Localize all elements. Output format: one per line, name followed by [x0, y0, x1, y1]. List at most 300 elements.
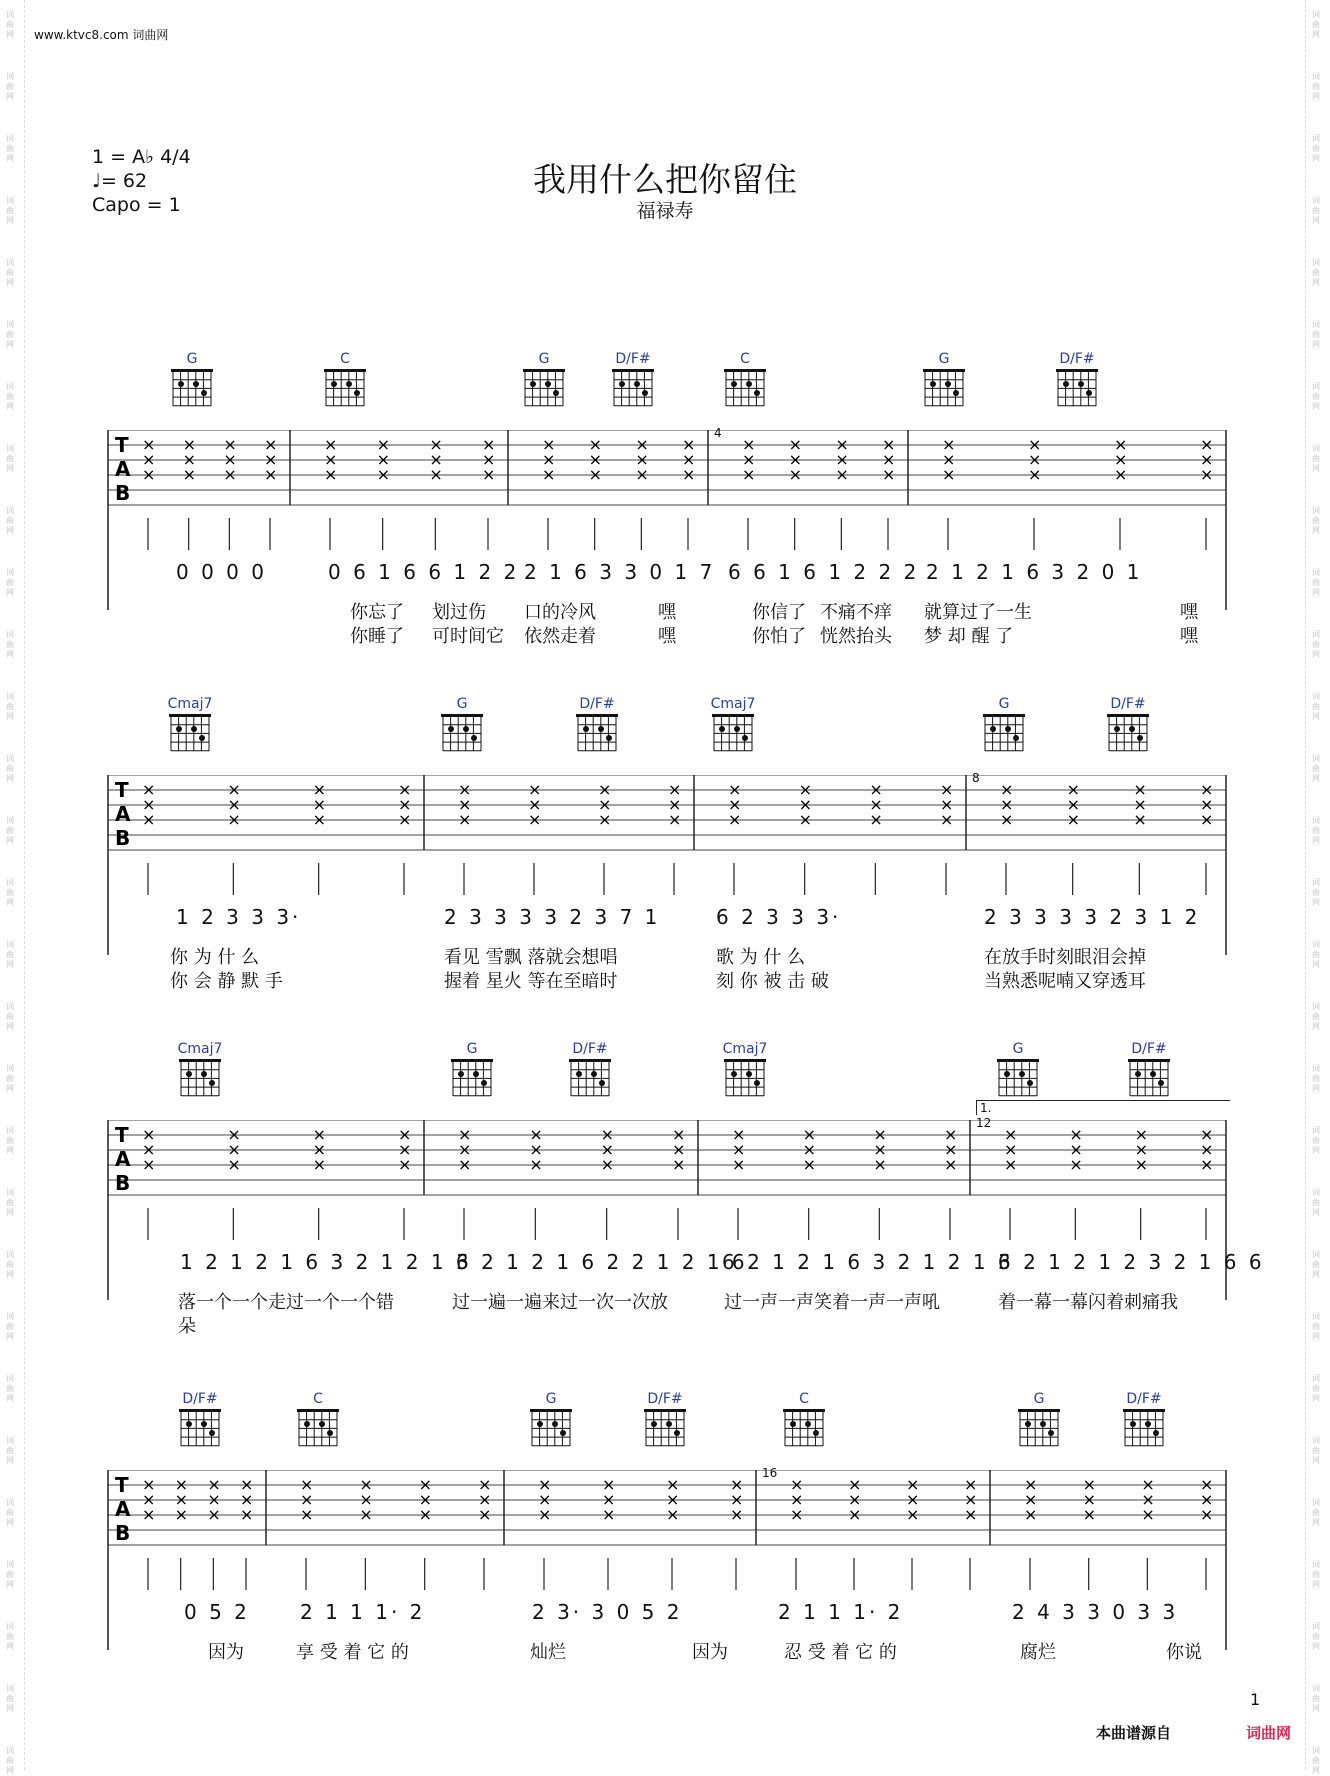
svg-text:×: × [142, 1475, 156, 1494]
chord-diagram [995, 1040, 1041, 1101]
svg-text:×: × [182, 435, 197, 454]
svg-text:×: × [944, 1140, 958, 1159]
chord-name: D/F# [647, 1391, 683, 1407]
chord-name: D/F# [615, 351, 651, 367]
jianpu-measure: 3 2 1 2 1 2 3 2 1 6 6 [998, 1250, 1265, 1274]
jianpu-measure: 0 0 0 0 [176, 560, 267, 584]
svg-text:×: × [802, 1155, 817, 1174]
edge-watermark-text: 词曲网 [6, 1560, 14, 1589]
volta-bracket: 1. [976, 1100, 1230, 1115]
svg-text:×: × [790, 1505, 804, 1524]
svg-text:×: × [873, 1155, 887, 1174]
svg-text:×: × [240, 1490, 254, 1509]
svg-text:×: × [600, 1140, 615, 1159]
svg-text:×: × [790, 1490, 804, 1509]
jianpu-measure: 0 6 1 6 6 1 2 2 [328, 560, 520, 584]
jianpu-measure: 2 3· 3 0 5 2 [532, 1600, 683, 1624]
svg-text:×: × [324, 435, 338, 454]
svg-text:×: × [906, 1475, 920, 1494]
svg-text:×: × [142, 435, 156, 454]
svg-text:×: × [376, 435, 391, 454]
lyric-line-2: 当熟悉呢喃又穿透耳 [984, 971, 1146, 992]
site-url[interactable]: www.ktvc8.com 词曲网 [34, 28, 169, 42]
svg-text:×: × [682, 450, 696, 469]
svg-text:×: × [478, 1505, 492, 1524]
svg-text:×: × [1200, 465, 1214, 484]
svg-text:×: × [264, 435, 278, 454]
jianpu-measure: 2 1 1 1· 2 [778, 1600, 904, 1624]
song-title: 我用什么把你留住 [533, 160, 797, 199]
chord-name: Cmaj7 [722, 1041, 768, 1057]
chord-grid [171, 369, 213, 407]
svg-text:×: × [728, 795, 742, 814]
svg-text:×: × [398, 780, 412, 799]
lyric-line-1: 因为 [208, 1642, 244, 1663]
svg-text:×: × [1000, 810, 1014, 829]
svg-text:×: × [398, 1140, 412, 1159]
svg-text:×: × [598, 795, 612, 814]
edge-watermark-text: 词曲网 [1312, 1312, 1320, 1341]
lyric-line-1: 就算过了一生 [924, 602, 1032, 623]
lyric-line-1: 口的冷风 [524, 602, 596, 623]
chord-diagram [528, 1390, 574, 1451]
svg-text:×: × [835, 450, 849, 469]
svg-text:×: × [418, 1505, 433, 1524]
svg-text:×: × [376, 450, 391, 469]
svg-text:×: × [848, 1505, 862, 1524]
edge-watermark-text: 词曲网 [6, 320, 14, 349]
svg-text:×: × [742, 465, 756, 484]
jianpu-measure: 2 3 3 3 3 2 3 1 2 [984, 905, 1201, 929]
edge-watermark-text: 词曲网 [1312, 1374, 1320, 1403]
edge-watermark-text: 词曲网 [6, 1250, 14, 1279]
svg-text:×: × [264, 465, 278, 484]
edge-watermark-text: 词曲网 [6, 1002, 14, 1031]
chord-grid [644, 1409, 686, 1447]
lyric-line-1: 灿烂 [530, 1642, 566, 1663]
svg-text:×: × [398, 1125, 412, 1144]
svg-text:×: × [882, 465, 896, 484]
chord-grid [923, 369, 965, 407]
chord-grid [530, 1409, 572, 1447]
svg-text:×: × [1200, 795, 1214, 814]
svg-text:×: × [1082, 1490, 1097, 1509]
svg-text:×: × [1141, 1475, 1155, 1494]
lyric-line-1: 嘿 [658, 602, 676, 623]
svg-text:×: × [542, 435, 556, 454]
edge-watermark-text: 词曲网 [6, 1126, 14, 1155]
chord-name: D/F# [1126, 1391, 1162, 1407]
chord-name: G [938, 351, 950, 367]
svg-text:×: × [600, 1155, 615, 1174]
svg-text:×: × [942, 435, 956, 454]
chord-name: Cmaj7 [167, 696, 213, 712]
svg-text:T: T [115, 433, 129, 457]
svg-text:×: × [882, 435, 896, 454]
svg-text:×: × [672, 1125, 686, 1144]
svg-text:×: × [1114, 450, 1128, 469]
edge-watermark-text: 词曲网 [1312, 1064, 1320, 1093]
svg-text:×: × [312, 1155, 327, 1174]
edge-watermark-text: 词曲网 [6, 1312, 14, 1341]
lyric-line-2: 嘿 [1180, 626, 1198, 647]
svg-text:×: × [873, 1125, 887, 1144]
svg-text:×: × [529, 1140, 543, 1159]
svg-text:×: × [207, 1505, 221, 1524]
jianpu-measure: 2 1 6 3 3 0 1 7 [524, 560, 716, 584]
chord-diagram [1016, 1390, 1062, 1451]
svg-text:×: × [1200, 1490, 1214, 1509]
svg-text:×: × [1000, 795, 1014, 814]
edge-watermark-text: 词曲网 [1312, 754, 1320, 783]
edge-watermark-text: 词曲网 [6, 258, 14, 287]
chord-diagram [722, 1040, 768, 1101]
chord-diagram [781, 1390, 827, 1451]
svg-text:×: × [944, 1125, 958, 1144]
svg-text:×: × [1200, 1140, 1214, 1159]
lyric-line-1: 享 受 着 它 的 [296, 1642, 409, 1663]
svg-text:×: × [1134, 1140, 1149, 1159]
lyric-line-1: 你 为 什 么 [170, 947, 260, 968]
chord-diagram [710, 695, 756, 756]
lyric-line-1: 忍 受 着 它 的 [784, 1642, 897, 1663]
svg-text:×: × [398, 810, 412, 829]
svg-text:×: × [598, 810, 612, 829]
svg-text:×: × [227, 780, 241, 799]
svg-text:×: × [940, 810, 954, 829]
svg-text:×: × [458, 810, 472, 829]
svg-text:B: B [115, 1171, 131, 1195]
lyric-line-2: 嘿 [658, 626, 676, 647]
svg-text:B: B [115, 481, 131, 505]
chord-name: D/F# [1131, 1041, 1167, 1057]
svg-text:×: × [458, 795, 472, 814]
svg-text:×: × [1200, 1125, 1214, 1144]
svg-text:×: × [174, 1475, 189, 1494]
lyric-line-2: 恍然抬头 [820, 626, 892, 647]
svg-text:×: × [1028, 435, 1042, 454]
lyric-line-1: 划过伤 [432, 602, 486, 623]
jianpu-measure: 2 4 3 3 0 3 3 [1012, 1600, 1179, 1624]
svg-text:B: B [115, 1521, 131, 1545]
edge-watermark-text: 词曲网 [6, 1684, 14, 1713]
svg-text:×: × [223, 435, 237, 454]
svg-text:×: × [207, 1475, 221, 1494]
chord-grid [179, 1059, 221, 1097]
edge-watermark-text: 词曲网 [6, 692, 14, 721]
svg-text:×: × [1200, 1505, 1214, 1524]
svg-text:×: × [312, 1140, 327, 1159]
edge-watermark-text: 词曲网 [6, 1188, 14, 1217]
svg-text:×: × [1134, 1155, 1149, 1174]
svg-text:×: × [588, 435, 603, 454]
svg-text:×: × [666, 1505, 680, 1524]
svg-text:×: × [1200, 435, 1214, 454]
svg-text:×: × [1069, 1140, 1083, 1159]
chord-grid [724, 1059, 766, 1097]
jianpu-measure: 6 6 1 6 1 2 2 2 [728, 560, 920, 584]
svg-text:×: × [1082, 1505, 1097, 1524]
svg-text:×: × [1004, 1155, 1018, 1174]
measure-number: 12 [976, 1116, 992, 1130]
edge-watermark-text: 词曲网 [1312, 1622, 1320, 1651]
svg-text:×: × [538, 1490, 552, 1509]
edge-watermark-text: 词曲网 [1312, 568, 1320, 597]
svg-text:×: × [376, 465, 391, 484]
edge-watermark-text: 词曲网 [1312, 692, 1320, 721]
chord-name: G [186, 351, 198, 367]
chord-diagram [439, 695, 485, 756]
chord-name: D/F# [579, 696, 615, 712]
svg-text:×: × [1200, 450, 1214, 469]
edge-watermark-text: 词曲网 [6, 754, 14, 783]
edge-watermark-text: 词曲网 [6, 1622, 14, 1651]
svg-text:×: × [635, 465, 649, 484]
lyric-line-1: 着一幕一幕闪着刺痛我 [998, 1292, 1178, 1313]
chord-grid [997, 1059, 1039, 1097]
svg-text:×: × [1200, 780, 1214, 799]
svg-text:×: × [528, 780, 542, 799]
svg-text:×: × [635, 435, 649, 454]
edge-watermark-text: 词曲网 [6, 1374, 14, 1403]
chord-diagram [177, 1040, 223, 1101]
lyric-line-1: 过一遍一遍来过一次一次放 [452, 1292, 668, 1313]
svg-text:×: × [1024, 1490, 1038, 1509]
svg-text:×: × [458, 1125, 472, 1144]
chord-name: G [1012, 1041, 1024, 1057]
svg-text:×: × [1024, 1505, 1038, 1524]
svg-text:×: × [482, 450, 496, 469]
svg-text:×: × [869, 795, 883, 814]
svg-text:×: × [730, 1490, 744, 1509]
svg-text:×: × [528, 810, 542, 829]
song-author: 福禄寿 [636, 200, 694, 222]
measure-number: 8 [972, 771, 980, 785]
svg-text:×: × [312, 810, 327, 829]
jianpu-measure: 3 2 1 2 1 6 2 2 1 2 1 6 [456, 1250, 748, 1274]
svg-text:×: × [482, 435, 496, 454]
edge-watermark-text: 词曲网 [6, 10, 14, 39]
svg-text:×: × [312, 780, 327, 799]
svg-text:×: × [482, 465, 496, 484]
svg-text:×: × [728, 810, 742, 829]
svg-text:×: × [728, 780, 742, 799]
lyric-line-2: 朵 [178, 1316, 196, 1337]
svg-text:×: × [142, 810, 156, 829]
capo: Capo = 1 [92, 194, 181, 216]
jianpu-measure: 6 2 1 2 1 6 3 2 1 2 1 6 [722, 1250, 1014, 1274]
svg-text:×: × [223, 465, 237, 484]
svg-text:×: × [602, 1505, 616, 1524]
edge-watermark-text: 词曲网 [6, 816, 14, 845]
svg-text:×: × [848, 1490, 862, 1509]
chord-diagram [449, 1040, 495, 1101]
footer-brand[interactable]: 词曲网 [1246, 1724, 1292, 1742]
svg-text:×: × [1024, 1475, 1038, 1494]
svg-text:×: × [174, 1505, 189, 1524]
svg-text:×: × [174, 1490, 189, 1509]
chord-name: C [313, 1391, 323, 1407]
svg-text:×: × [798, 795, 813, 814]
svg-text:×: × [312, 795, 327, 814]
edge-watermark-text: 词曲网 [6, 506, 14, 535]
svg-text:×: × [429, 450, 443, 469]
svg-text:×: × [418, 1475, 433, 1494]
svg-text:×: × [142, 795, 156, 814]
chord-name: D/F# [1110, 696, 1146, 712]
chord-diagram [167, 695, 213, 756]
chord-diagram [322, 350, 368, 411]
edge-watermark-text: 词曲网 [1312, 816, 1320, 845]
chord-name: G [545, 1391, 557, 1407]
svg-text:×: × [359, 1475, 373, 1494]
svg-text:×: × [478, 1490, 492, 1509]
measure-number: 16 [762, 1466, 778, 1480]
svg-text:×: × [666, 1475, 680, 1494]
svg-text:×: × [142, 450, 156, 469]
chord-diagram [642, 1390, 688, 1451]
svg-text:×: × [142, 1490, 156, 1509]
svg-text:×: × [668, 810, 682, 829]
jianpu-measure: 1 2 1 2 1 6 3 2 1 2 1 6 [180, 1250, 472, 1274]
svg-text:×: × [788, 450, 803, 469]
svg-text:×: × [1133, 780, 1147, 799]
edge-watermark-text: 词曲网 [6, 72, 14, 101]
chord-grid [297, 1409, 339, 1447]
svg-text:×: × [324, 465, 338, 484]
svg-text:×: × [802, 1125, 817, 1144]
chord-name: Cmaj7 [177, 1041, 223, 1057]
svg-text:×: × [1200, 1475, 1214, 1494]
chord-diagram [1105, 695, 1151, 756]
chord-grid [179, 1409, 221, 1447]
lyric-line-1: 因为 [692, 1642, 728, 1663]
svg-text:×: × [668, 780, 682, 799]
lyric-line-2: 依然走着 [524, 626, 596, 647]
tab-staff [0, 1470, 1330, 1670]
svg-text:×: × [906, 1490, 920, 1509]
chord-name: C [799, 1391, 809, 1407]
svg-text:×: × [458, 1155, 472, 1174]
tempo: ♩= 62 [92, 170, 148, 192]
svg-text:×: × [598, 780, 612, 799]
svg-text:×: × [207, 1490, 221, 1509]
edge-watermark-text: 词曲网 [6, 940, 14, 969]
edge-watermark-text: 词曲网 [1312, 1746, 1320, 1775]
svg-text:×: × [538, 1505, 552, 1524]
svg-text:A: A [115, 1497, 131, 1521]
chord-diagram [521, 350, 567, 411]
svg-text:×: × [682, 465, 696, 484]
svg-text:×: × [418, 1490, 433, 1509]
lyric-line-1: 歌 为 什 么 [716, 947, 806, 968]
svg-text:×: × [672, 1155, 686, 1174]
edge-watermark-text: 词曲网 [1312, 1560, 1320, 1589]
edge-watermark-text: 词曲网 [6, 196, 14, 225]
svg-text:×: × [835, 435, 849, 454]
lyric-line-1: 在放手时刻眼泪会掉 [984, 947, 1146, 968]
edge-watermark-text: 词曲网 [1312, 506, 1320, 535]
svg-text:×: × [398, 795, 412, 814]
lyric-line-2: 你 会 静 默 手 [170, 971, 283, 992]
svg-text:×: × [359, 1490, 373, 1509]
chord-diagram [1054, 350, 1100, 411]
lyric-line-1: 腐烂 [1020, 1642, 1056, 1663]
svg-text:×: × [1114, 435, 1128, 454]
lyric-line-2: 刻 你 被 击 破 [716, 971, 829, 992]
svg-text:×: × [398, 1155, 412, 1174]
svg-text:×: × [142, 1140, 156, 1159]
lyric-line-1: 你说 [1166, 1642, 1202, 1663]
edge-watermark-text: 词曲网 [1312, 1684, 1320, 1713]
svg-text:A: A [115, 1147, 131, 1171]
lyric-line-2: 可时间它 [432, 626, 504, 647]
svg-text:×: × [732, 1125, 746, 1144]
measure-number: 4 [714, 426, 722, 440]
chord-diagram [981, 695, 1027, 756]
svg-text:×: × [873, 1140, 887, 1159]
chord-name: C [340, 351, 350, 367]
lyric-line-1: 你信了 [752, 602, 806, 623]
edge-watermark-text: 词曲网 [1312, 10, 1320, 39]
svg-text:×: × [882, 450, 896, 469]
svg-text:B: B [115, 826, 131, 850]
svg-text:×: × [478, 1475, 492, 1494]
chord-name: G [1033, 1391, 1045, 1407]
svg-text:×: × [1004, 1125, 1018, 1144]
svg-text:T: T [115, 1473, 129, 1497]
chord-grid [1056, 369, 1098, 407]
chord-name: Cmaj7 [710, 696, 756, 712]
svg-text:×: × [227, 1155, 241, 1174]
edge-watermark-text: 词曲网 [1312, 1250, 1320, 1279]
svg-text:×: × [635, 450, 649, 469]
svg-text:×: × [1066, 780, 1081, 799]
chord-name: G [998, 696, 1010, 712]
svg-text:×: × [240, 1505, 254, 1524]
svg-text:×: × [802, 1140, 817, 1159]
chord-diagram [567, 1040, 613, 1101]
edge-watermark-text: 词曲网 [6, 630, 14, 659]
chord-grid [576, 714, 618, 752]
svg-text:×: × [529, 1155, 543, 1174]
svg-text:×: × [300, 1505, 314, 1524]
svg-text:A: A [115, 802, 131, 826]
svg-text:×: × [300, 1475, 314, 1494]
svg-text:×: × [1200, 810, 1214, 829]
svg-text:×: × [798, 810, 813, 829]
svg-text:×: × [300, 1490, 314, 1509]
svg-text:×: × [223, 450, 237, 469]
svg-text:×: × [240, 1475, 254, 1494]
svg-text:×: × [542, 465, 556, 484]
svg-text:×: × [458, 780, 472, 799]
lyric-line-1: 过一声一声笑着一声一声吼 [724, 1292, 940, 1313]
svg-text:×: × [942, 450, 956, 469]
svg-text:×: × [732, 1140, 746, 1159]
svg-text:×: × [788, 465, 803, 484]
svg-text:×: × [227, 1140, 241, 1159]
svg-text:×: × [359, 1505, 373, 1524]
svg-text:×: × [1004, 1140, 1018, 1159]
svg-text:×: × [538, 1475, 552, 1494]
chord-name: D/F# [182, 1391, 218, 1407]
chord-grid [451, 1059, 493, 1097]
edge-watermark-text: 词曲网 [1312, 630, 1320, 659]
svg-text:×: × [324, 450, 338, 469]
svg-text:×: × [1069, 1155, 1083, 1174]
svg-text:T: T [115, 1123, 129, 1147]
